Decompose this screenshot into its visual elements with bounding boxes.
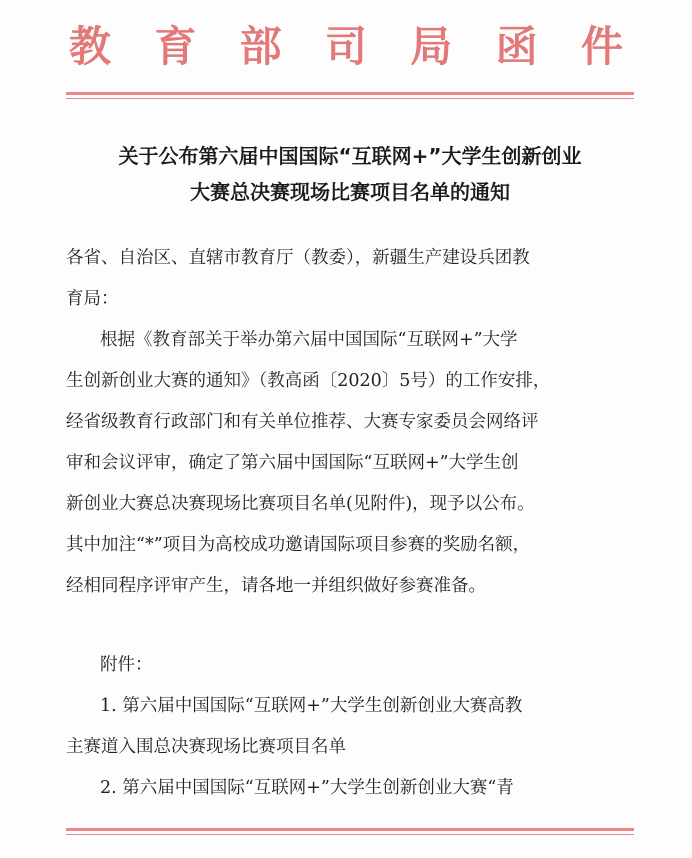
letterhead-char: 育 <box>154 22 197 71</box>
addressee-line: 育局： <box>66 289 119 309</box>
body-paragraph-line: 审和会议评审，确定了第六届中国国际“互联网+”大学生创 <box>66 453 519 473</box>
attachment-item-line: 2. 第六届中国国际“互联网+”大学生创新创业大赛“青 <box>100 778 514 798</box>
letterhead <box>60 14 632 74</box>
body-paragraph-line: 新创业大赛总决赛现场比赛项目名单(见附件)，现予以公布。 <box>66 494 535 514</box>
addressee-line: 各省、自治区、直辖市教育厅（教委），新疆生产建设兵团教 <box>66 248 530 268</box>
body-paragraph-line: 根据《教育部关于举办第六届中国国际“互联网+”大学 <box>100 330 518 350</box>
footer-rule-thick <box>66 828 634 831</box>
letterhead-rule-thin <box>66 98 634 99</box>
letterhead-char: 教 <box>68 22 111 71</box>
body-paragraph-line: 生创新创业大赛的通知》（教高函〔2020〕5号）的工作安排， <box>66 371 551 391</box>
attachment-item-line: 1. 第六届中国国际“互联网+”大学生创新创业大赛高教 <box>100 696 523 716</box>
body-paragraph-line: 其中加注“*”项目为高校成功邀请国际项目参赛的奖励名额， <box>66 535 531 555</box>
letterhead-char: 局 <box>410 22 453 71</box>
body-paragraph-line: 经相同程序评审产生，请各地一并组织做好参赛准备。 <box>66 576 486 596</box>
attachment-item-line: 主赛道入围总决赛现场比赛项目名单 <box>66 737 346 757</box>
letterhead-char: 件 <box>580 22 623 71</box>
letterhead-char: 函 <box>495 22 538 71</box>
attachments-label: 附件： <box>100 655 153 675</box>
letterhead-char: 司 <box>324 22 367 71</box>
document-title-line: 大赛总决赛现场比赛项目名单的通知 <box>190 180 510 204</box>
body-paragraph-line: 经省级教育行政部门和有关单位推荐、大赛专家委员会网络评 <box>66 412 539 432</box>
letterhead-char: 部 <box>239 22 282 71</box>
letterhead-rule-thick <box>66 92 634 95</box>
footer-rule-thin <box>66 834 634 835</box>
document-title-line: 关于公布第六届中国国际“互联网+”大学生创新创业 <box>118 144 582 168</box>
